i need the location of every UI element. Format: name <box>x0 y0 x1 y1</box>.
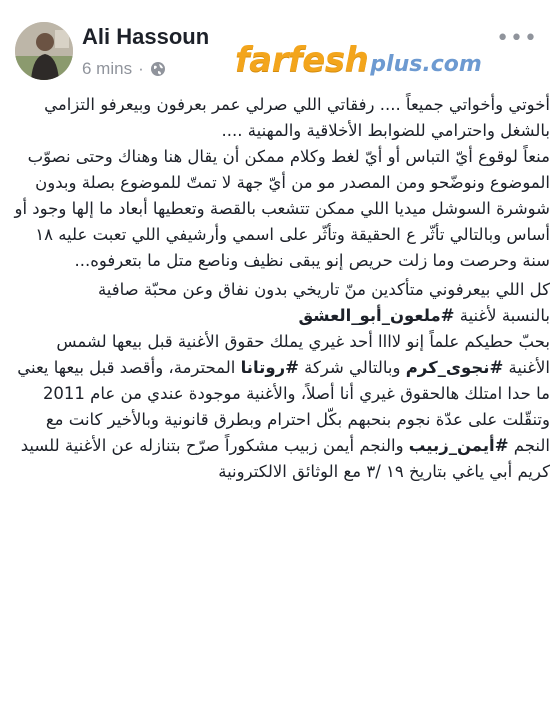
post-meta <box>82 59 166 79</box>
watermark-main: farfesh <box>235 40 369 80</box>
song-intro: بالنسبة لأغنية <box>454 306 550 325</box>
rights-text-c: المحترمة، وأقصد قبل بيعها يعني ما حدا امتلك هالحقوق غيري أنا أصلاً، والأغنية موجودة عندي من عام 2011 وتنقّلت على عدّة نجوم بنحبهم بكّل احترام وبطرق قانونية وبالأخير كانت مع النجم <box>17 358 550 455</box>
post-paragraph-5 <box>10 329 550 485</box>
rights-text-d: والنجم أيمن زبيب مشكوراً صرّح بتنازله عن الأغنية للسيد كريم أبي ياغي بتاريخ ١٩ /٣ مع الوثائق الالكترونية <box>20 436 550 481</box>
watermark-sub: plus.com <box>370 52 482 77</box>
post-paragraph-3: كل اللي بيعرفوني متأكدين منّ تاريخي بدون نفاق وعن محبّة صافية <box>97 280 550 299</box>
post-header <box>0 0 560 90</box>
hashtag-song[interactable]: #ملعون_أبو_العشق <box>298 306 455 325</box>
hashtag-rotana[interactable]: #روتانا <box>240 358 299 377</box>
avatar-photo <box>15 22 73 80</box>
rights-text-a: بحبّ حطيكم علماً إنو لاااا أحد غيري يملك حقوق الأغنية قبل بيعها لشمس الأغنية <box>56 332 550 377</box>
meta-separator: · <box>138 59 144 78</box>
post-paragraph-1: أخوتي وأخواتي جميعاً .... رفقاتي اللي صرلي عمر بعرفون وبيعرفو التزامي بالشغل واحترامي للضوابط الأخلاقية والمهنية .... <box>44 95 550 140</box>
author-name[interactable]: Ali Hassoun <box>82 24 210 49</box>
hashtag-ayman[interactable]: #أيمن_زبيب <box>408 436 509 455</box>
hashtag-najwa[interactable]: #نجوى_كرم <box>405 358 504 377</box>
watermark-logo <box>235 40 505 84</box>
post-paragraph-2: منعاً لوقوع أيّ التباس أو أيّ لغط وكلام ممكن أن يقال هنا وهناك وحتى نصوّب الموضوع ونوضّحو ومن المصدر مو من أيّ جهة لا تمتّ للموضوع بصلة وبدون شوشرة السوشل ميديا اللي ممكن تتشعب بالقصة وتعطيها أبعاد ما إلها وجود أو أساس وبالتالي تأثّر ع الحقيقة وتأثّر على اسمي وأرشيفي اللي تعبت عليه ١٨ سنة وحرصت وما زلت حريص إنو يبقى نظيف وناصع متل ما بتعرفوه... <box>14 147 550 270</box>
avatar[interactable] <box>15 22 73 80</box>
more-options-icon[interactable]: ••• <box>496 26 538 51</box>
rights-text-b: وبالتالي شركة <box>298 358 406 377</box>
globe-icon[interactable] <box>150 61 166 77</box>
post-body <box>10 92 550 700</box>
post-paragraph-4 <box>10 303 550 329</box>
timestamp[interactable]: 6 mins <box>82 59 133 78</box>
